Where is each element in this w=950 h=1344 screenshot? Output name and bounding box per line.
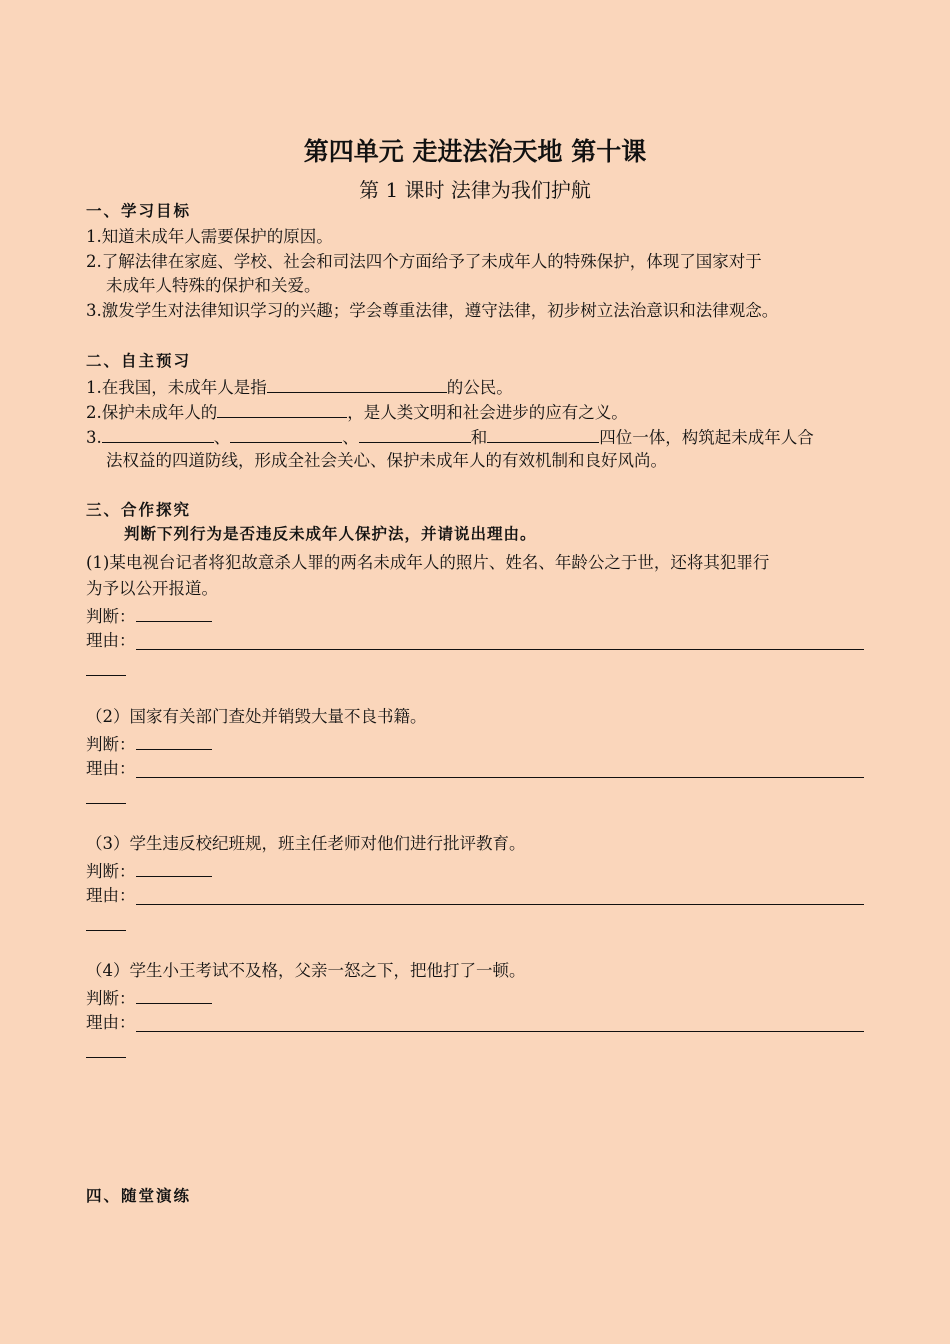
case-text: （3）学生违反校纪班规，班主任老师对他们进行批评教育。	[86, 834, 526, 853]
page-subtitle: 第 1 课时 法律为我们护航	[359, 178, 591, 202]
case-text-continued: 为予以公开报道。	[86, 579, 218, 598]
question-text: 3.	[86, 428, 102, 447]
question-text: ，是人类文明和社会进步的应有之义。	[347, 403, 628, 422]
preview-question-2	[86, 399, 628, 425]
section-heading-explore: 三、合作探究	[86, 500, 192, 519]
reason-blank[interactable]	[136, 777, 864, 778]
separator: 、	[342, 428, 359, 447]
objective-item-continued: 未成年人特殊的保护和关爱。	[106, 276, 321, 295]
question-text: 1.在我国，未成年人是指	[86, 378, 267, 397]
question-text: 的公民。	[446, 378, 513, 397]
question-text: 四位一体，构筑起未成年人合	[599, 428, 814, 447]
page-title: 第四单元 走进法治天地 第十课	[303, 137, 647, 166]
reason-label: 理由：	[86, 631, 136, 650]
preview-question-3	[86, 424, 814, 450]
objective-item: 3.激发学生对法律知识学习的兴趣；学会尊重法律，遵守法律，初步树立法治意识和法律观念。	[86, 301, 779, 320]
judge-blank[interactable]	[136, 731, 212, 750]
reason-blank-continued[interactable]	[86, 675, 126, 676]
preview-question-1	[86, 374, 513, 400]
explore-instruction: 判断下列行为是否违反未成年人保护法，并请说出理由。	[124, 524, 537, 543]
judge-row	[86, 731, 212, 757]
answer-blank[interactable]	[230, 424, 342, 443]
answer-blank[interactable]	[217, 399, 347, 418]
judge-blank[interactable]	[136, 985, 212, 1004]
reason-blank[interactable]	[136, 649, 864, 650]
section-heading-practice: 四、随堂演练	[86, 1186, 192, 1205]
separator: 和	[470, 428, 488, 447]
reason-blank[interactable]	[136, 904, 864, 905]
judge-row	[86, 858, 212, 884]
answer-blank[interactable]	[267, 374, 447, 393]
reason-blank[interactable]	[136, 1031, 864, 1032]
reason-label: 理由：	[86, 1013, 136, 1032]
question-text: 2.保护未成年人的	[86, 403, 218, 422]
section-heading-objectives: 一、学习目标	[86, 201, 192, 220]
answer-blank[interactable]	[359, 424, 471, 443]
reason-blank-continued[interactable]	[86, 930, 126, 931]
case-text: (1)某电视台记者将犯故意杀人罪的两名未成年人的照片、姓名、年龄公之于世，还将其犯罪行	[86, 553, 770, 572]
judge-row	[86, 985, 212, 1011]
section-heading-preview: 二、自主预习	[86, 351, 192, 370]
case-text: （2）国家有关部门查处并销毁大量不良书籍。	[86, 707, 427, 726]
reason-label: 理由：	[86, 759, 136, 778]
case-text: （4）学生小王考试不及格，父亲一怒之下，把他打了一顿。	[86, 961, 526, 980]
objective-item: 2.了解法律在家庭、学校、社会和司法四个方面给予了未成年人的特殊保护，体现了国家对于	[86, 252, 762, 271]
preview-question-3-continued: 法权益的四道防线，形成全社会关心、保护未成年人的有效机制和良好风尚。	[106, 451, 667, 470]
reason-blank-continued[interactable]	[86, 1057, 126, 1058]
objective-item: 1.知道未成年人需要保护的原因。	[86, 227, 333, 246]
separator: 、	[213, 428, 231, 447]
judge-label: 判断：	[86, 607, 136, 626]
judge-label: 判断：	[86, 862, 136, 881]
answer-blank[interactable]	[487, 424, 599, 443]
judge-label: 判断：	[86, 735, 136, 754]
judge-row	[86, 603, 212, 629]
judge-blank[interactable]	[136, 858, 212, 877]
reason-label: 理由：	[86, 886, 136, 905]
judge-label: 判断：	[86, 989, 136, 1008]
judge-blank[interactable]	[136, 603, 212, 622]
answer-blank[interactable]	[102, 424, 214, 443]
reason-blank-continued[interactable]	[86, 803, 126, 804]
